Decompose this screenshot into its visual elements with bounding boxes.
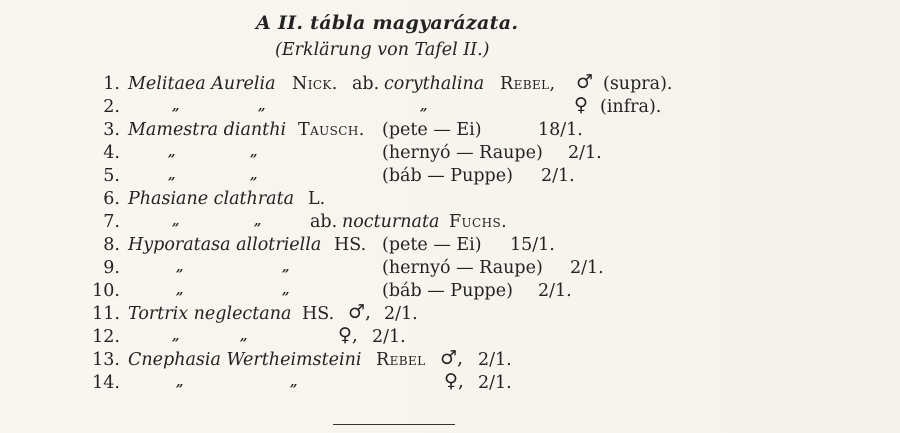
list-item	[0, 188, 900, 210]
magnification: 2/1.	[570, 258, 604, 278]
entry-number: 2.	[103, 97, 120, 117]
entry-number: 8.	[103, 235, 120, 255]
list-item	[0, 349, 900, 371]
author-name: L.	[308, 189, 326, 209]
ditto-mark: „	[258, 99, 266, 114]
magnification: 18/1.	[538, 120, 583, 140]
ditto-mark: „	[420, 99, 428, 114]
ditto-mark: „	[250, 168, 258, 183]
stage-note: (pete — Ei)	[382, 235, 482, 255]
list-item	[0, 165, 900, 187]
species-name: Tortrix neglectana	[128, 304, 292, 324]
magnification: 2/1.	[541, 166, 575, 186]
female-symbol: ♀,	[444, 370, 464, 392]
author-name: HS.	[302, 304, 335, 324]
author-name: Rebel,	[500, 74, 556, 94]
list-item	[0, 119, 900, 141]
species-name: Mamestra dianthi	[128, 120, 287, 140]
list-item	[0, 257, 900, 279]
ditto-mark: „	[176, 283, 184, 298]
list-item	[0, 303, 900, 325]
plate-subtitle: (Erklärung von Tafel II.)	[275, 40, 490, 60]
magnification: 2/1.	[568, 143, 602, 163]
entry-number: 10.	[92, 281, 120, 301]
stage-note: (báb — Puppe)	[382, 281, 513, 301]
stage-note: (hernyó — Raupe)	[382, 143, 543, 163]
entry-note: (supra).	[603, 74, 673, 94]
author-name: Fuchs.	[449, 212, 508, 232]
ditto-mark: „	[254, 214, 262, 229]
female-symbol: ♀	[574, 94, 588, 116]
magnification: 2/1.	[478, 350, 512, 370]
species-name: Phasiane clathrata	[128, 189, 295, 209]
entry-note: (infra).	[600, 97, 662, 117]
ditto-mark: „	[168, 168, 176, 183]
magnification: 2/1.	[478, 373, 512, 393]
ditto-mark: „	[176, 375, 184, 390]
species-name: Hyporatasa allotriella	[128, 235, 322, 255]
author-name: Rebel	[376, 350, 426, 370]
author-name: Nick.	[292, 74, 338, 94]
author-name: Tausch.	[298, 120, 365, 140]
entry-number: 4.	[103, 143, 120, 163]
entry-number: 6.	[103, 189, 120, 209]
entry-number: 7.	[103, 212, 120, 232]
stage-note: (báb — Puppe)	[382, 166, 513, 186]
aberration-name: corythalina	[384, 74, 485, 94]
magnification: 2/1.	[372, 327, 406, 347]
male-symbol: ♂	[576, 71, 594, 93]
ditto-mark: „	[168, 145, 176, 160]
ditto-mark: „	[250, 145, 258, 160]
ditto-mark: „	[172, 214, 180, 229]
list-item	[0, 280, 900, 302]
aberration-name: nocturnata	[342, 212, 440, 232]
ditto-mark: „	[282, 283, 290, 298]
stage-note: (hernyó — Raupe)	[382, 258, 543, 278]
list-item	[0, 326, 900, 348]
ditto-mark: „	[240, 329, 248, 344]
ditto-mark: „	[282, 260, 290, 275]
entry-number: 3.	[103, 120, 120, 140]
ditto-mark: „	[290, 375, 298, 390]
entry-number: 12.	[92, 327, 120, 347]
entry-number: 1.	[103, 74, 120, 94]
stage-note: (pete — Ei)	[382, 120, 482, 140]
female-symbol: ♀,	[338, 324, 358, 346]
male-symbol: ♂,	[348, 301, 372, 323]
list-item	[0, 372, 900, 394]
list-item	[0, 96, 900, 118]
ditto-mark: „	[176, 260, 184, 275]
male-symbol: ♂,	[440, 347, 464, 369]
species-name: Melitaea Aurelia	[128, 74, 276, 94]
plate-title: A II. tábla magyarázata.	[256, 12, 519, 34]
list-item	[0, 73, 900, 95]
list-item	[0, 234, 900, 256]
magnification: 2/1.	[538, 281, 572, 301]
magnification: 2/1.	[384, 304, 418, 324]
ditto-mark: „	[172, 329, 180, 344]
aberration-label: ab.	[310, 212, 338, 232]
entry-number: 9.	[103, 258, 120, 278]
entry-number: 13.	[92, 350, 120, 370]
entry-number: 14.	[92, 373, 120, 393]
author-name: HS.	[334, 235, 367, 255]
entry-number: 5.	[103, 166, 120, 186]
list-item	[0, 211, 900, 233]
magnification: 15/1.	[510, 235, 555, 255]
list-item	[0, 142, 900, 164]
end-rule	[333, 424, 455, 425]
species-name: Cnephasia Wertheimsteini	[128, 350, 362, 370]
entry-number: 11.	[92, 304, 120, 324]
aberration-label: ab.	[352, 74, 380, 94]
ditto-mark: „	[172, 99, 180, 114]
